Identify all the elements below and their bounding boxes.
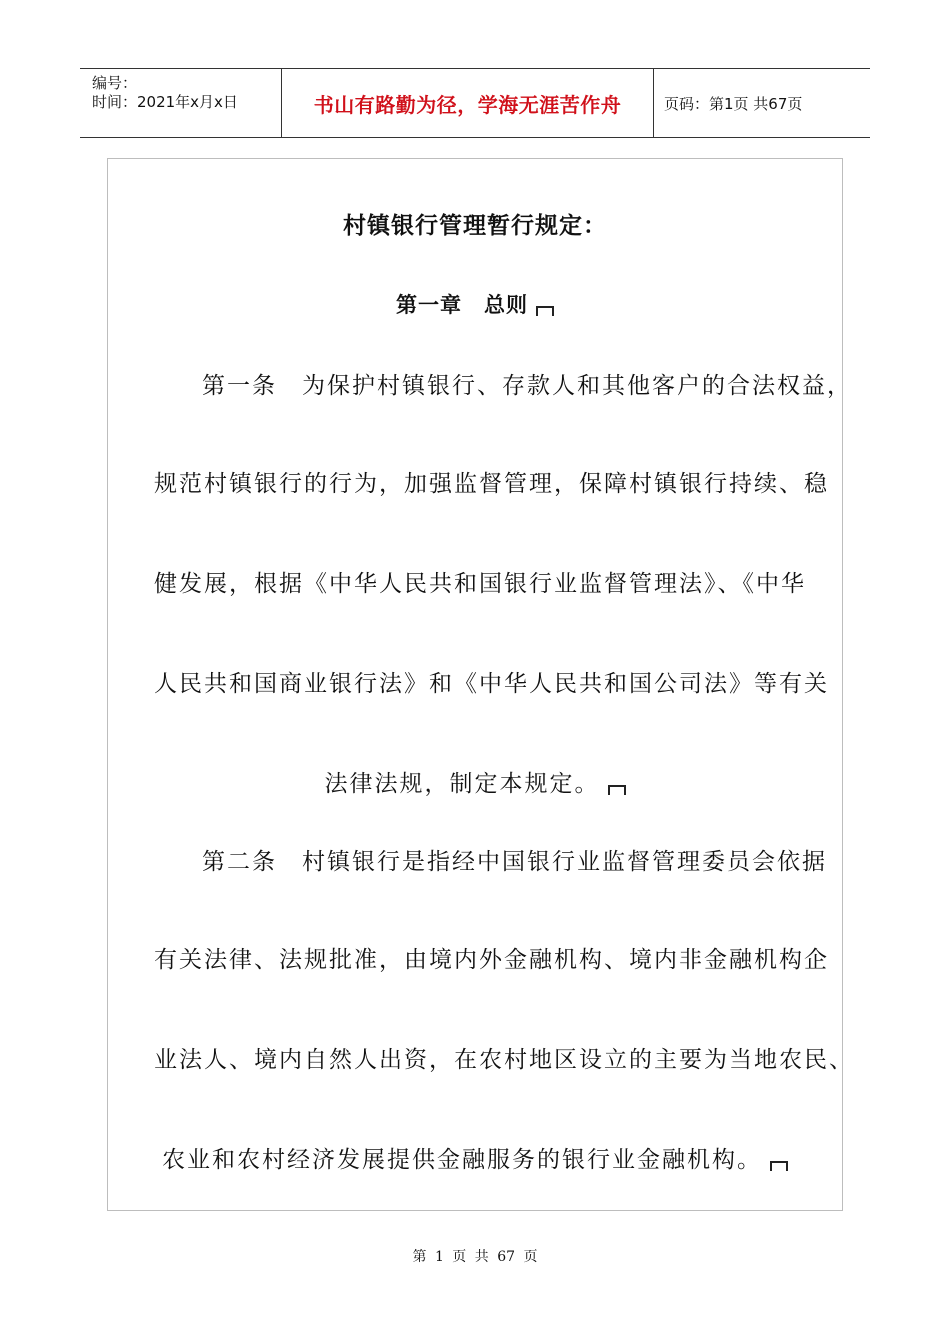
text-line: 第二条 村镇银行是指经中国银行业监督管理委员会依据 — [202, 849, 827, 875]
text-line: 健发展，根据《中华人民共和国银行业监督管理法》、《中华 — [154, 571, 806, 597]
text-line-centered — [108, 765, 842, 798]
time-label: 时间：2021年x月x日 — [92, 93, 238, 111]
header-meta-cell — [80, 69, 282, 137]
paragraph-mark-icon — [608, 785, 626, 795]
text-line: 法律法规，制定本规定。 — [324, 771, 600, 797]
text-line: 农业和农村经济发展提供金融服务的银行业金融机构。 — [162, 1147, 762, 1173]
chapter-text: 第一章 总则 — [396, 293, 528, 317]
text-line-centered — [108, 1141, 842, 1174]
header-page-cell — [654, 69, 870, 137]
chapter-heading — [108, 289, 842, 319]
number-label: 编号： — [92, 74, 138, 92]
content-frame — [107, 158, 854, 1211]
text-line: 第一条 为保护村镇银行、存款人和其他客户的合法权益， — [202, 373, 852, 399]
document-title: 村镇银行管理暂行规定： — [343, 213, 607, 239]
paragraph-mark-icon — [536, 306, 554, 316]
motto-text: 书山有路勤为径，学海无涯苦作舟 — [313, 92, 622, 117]
text-line: 规范村镇银行的行为，加强监督管理，保障村镇银行持续、稳 — [154, 471, 829, 497]
paragraph-mark-icon — [770, 1161, 788, 1171]
header-motto-cell — [282, 69, 654, 137]
text-line: 人民共和国商业银行法》和《中华人民共和国公司法》等有关 — [154, 671, 829, 697]
text-line: 业法人、境内自然人出资，在农村地区设立的主要为当地农民、 — [154, 1047, 854, 1073]
page-info: 页码：第1页 共67页 — [664, 94, 803, 113]
header-table — [80, 68, 870, 138]
text-line: 有关法律、法规批准，由境内外金融机构、境内非金融机构企 — [154, 947, 829, 973]
page-footer: 第 1 页 共 67 页 — [412, 1249, 538, 1265]
